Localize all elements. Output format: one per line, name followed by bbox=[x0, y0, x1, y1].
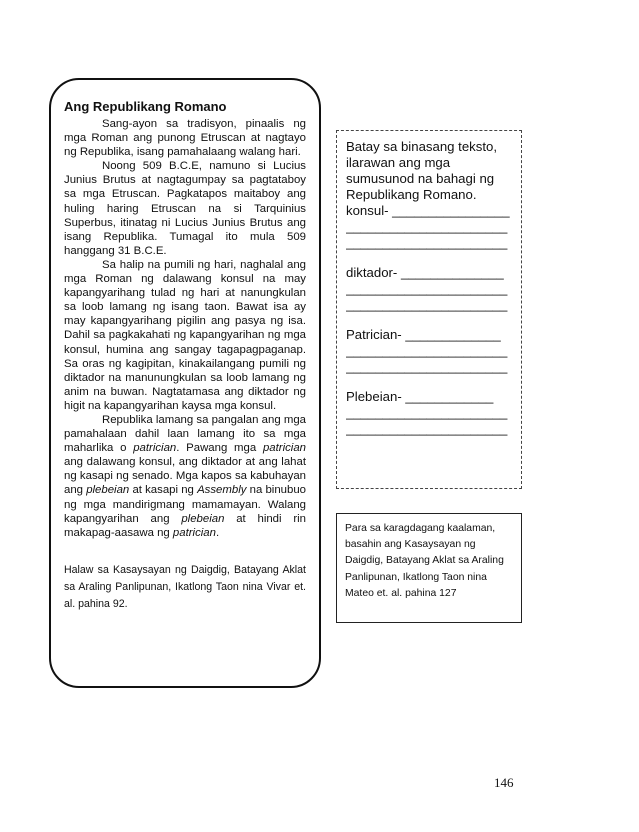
answer-line: ______________________ bbox=[346, 281, 508, 296]
task-box bbox=[336, 130, 522, 489]
task-instructions: Batay sa binasang teksto, ilarawan ang mga sumusunod na bahagi ng Republikang Romano. bbox=[346, 139, 498, 202]
reading-passage-box bbox=[49, 78, 321, 688]
answer-line: ______________________ bbox=[346, 235, 508, 250]
additional-info-box bbox=[336, 513, 522, 623]
answer-line: ______________________ bbox=[346, 297, 508, 312]
konsul-field: konsul- ________________ bbox=[346, 203, 510, 218]
answer-line: ______________________ bbox=[346, 405, 508, 420]
reading-paragraph-1: Sang-ayon sa tradisyon, pinaalis ng mga Roman ang punong Etruscan at nagtayo ng Republika, isang pamahalaang walang hari. bbox=[64, 118, 306, 159]
plebeian-field: Plebeian- ____________ bbox=[346, 389, 494, 404]
answer-line: ______________________ bbox=[346, 343, 508, 358]
answer-line: ______________________ bbox=[346, 359, 508, 374]
page-number: 146 bbox=[494, 775, 514, 790]
reading-paragraph-2: Noong 509 B.C.E, namuno si Lucius Junius Brutus at nagtagumpay sa pagtataboy sa mga Etruscan. Pagkatapos maitaboy ang huling haring Etruscan na si Tarquinius Superbus, itinatag ni Lucius Junius Brutus ang isang Republika. Tumagal ito mula 509 hanggang 31 B.C.E. bbox=[64, 160, 306, 257]
answer-line: ______________________ bbox=[346, 219, 508, 234]
reading-title: Ang Republikang Romano bbox=[64, 99, 227, 114]
reading-paragraph-3: Sa halip na pumili ng hari, naghalal ang mga Roman ng dalawang konsul na may kapangyarihang tulad ng hari at nanungkulan sa loob lamang ng isang taon. Bawat isa ay may kapangyarihang pigilin ang pasya ng isa. Dahil sa pagkakahati ng kapangyarihan ng mga konsul, humina ang sangay tagapagpaganap. Sa oras ng kagipitan, kinakailangang pumili ng diktador na manunungkulan sa loob lamang ng anim na buwan. Nagtatamasa ang diktador ng higit na kapangyarihan kaysa mga konsul. bbox=[64, 258, 306, 412]
answer-line: ______________________ bbox=[346, 421, 508, 436]
reading-paragraph-4: Republika lamang sa pangalan ang mga pamahalaan dahil laan lamang ito sa mga maharlika o patrician. Pawang mga patrician ang dalawang konsul, ang diktador at ang lahat ng kasapi ng senado. Mga kapos sa kabuhayan ang plebeian at kasapi ng Assembly na binubuo ng mga mandirigmang mamamayan. Walang kapangyarihan ang plebeian at hindi rin makapag-aasawa ng patrician. bbox=[64, 413, 306, 539]
diktador-field: diktador- ______________ bbox=[346, 265, 504, 280]
patrician-field: Patrician- _____________ bbox=[346, 327, 501, 342]
additional-info-text: Para sa karagdagang kaalaman, basahin ang Kasaysayan ng Daigdig, Batayang Aklat sa Araling Panlipunan, Ikatlong Taon nina Mateo et. al. pahina 127 bbox=[345, 523, 504, 599]
source-citation: Halaw sa Kasaysayan ng Daigdig, Batayang Aklat sa Araling Panlipunan, Ikatlong Taon nina Vivar et. al. pahina 92. bbox=[64, 563, 306, 610]
